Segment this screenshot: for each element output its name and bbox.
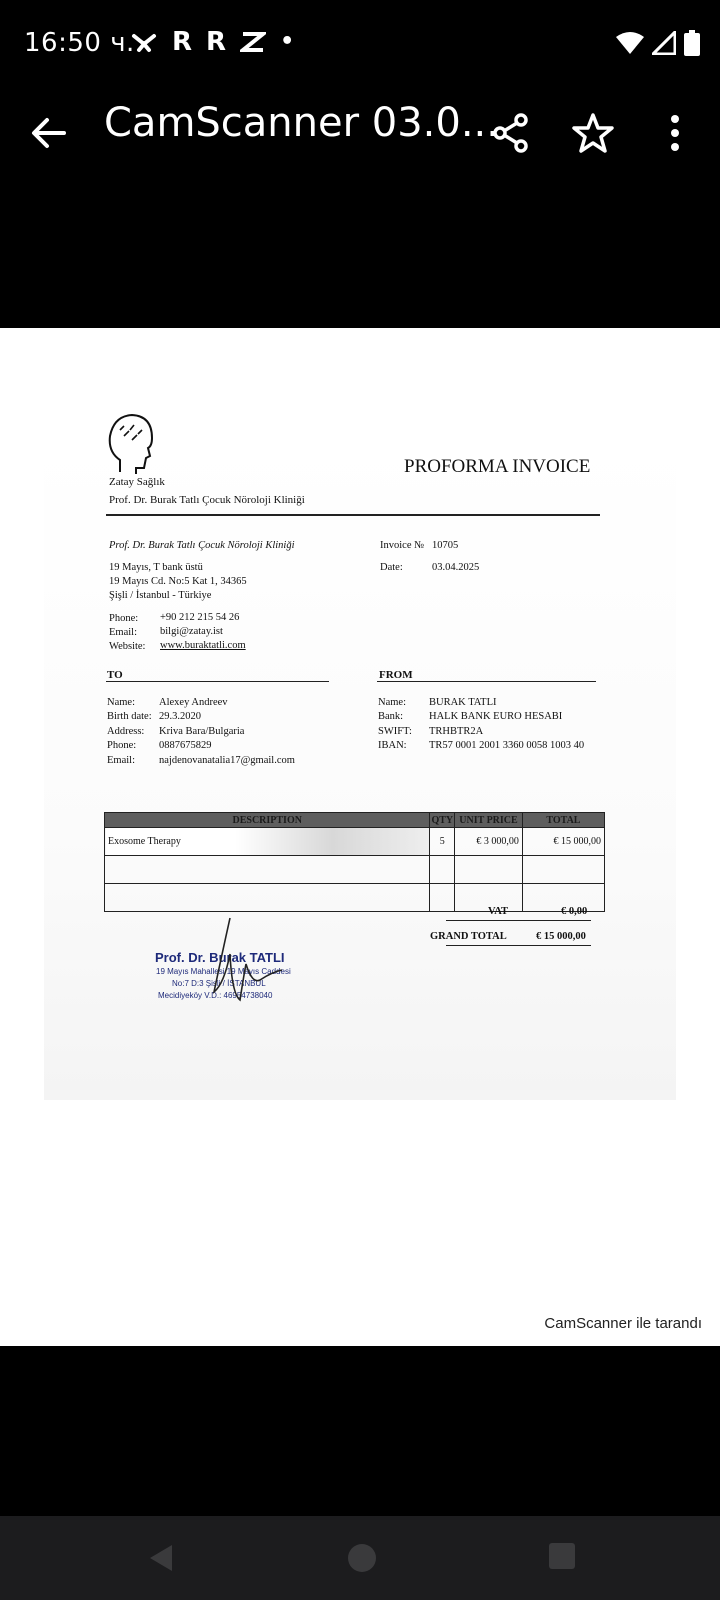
grand-total-label: GRAND TOTAL bbox=[430, 931, 507, 942]
col-unit-price: UNIT PRICE bbox=[455, 813, 523, 828]
logo-name: Zatay Sağlık bbox=[109, 476, 165, 488]
signal-icon bbox=[652, 31, 676, 55]
from-bank: HALK BANK EURO HESABI bbox=[429, 711, 563, 722]
more-notifications-dot: • bbox=[280, 29, 295, 54]
stamp-line-3: Mecidiyeköy V.D.: 46954738040 bbox=[158, 991, 273, 1000]
stamp-name: Prof. Dr. Burak TATLI bbox=[155, 950, 285, 965]
phone-label: Phone: bbox=[109, 613, 139, 624]
from-iban-label: IBAN: bbox=[378, 740, 407, 751]
from-name: BURAK TATLI bbox=[429, 697, 497, 708]
to-birth-label: Birth date: bbox=[107, 711, 152, 722]
items-table bbox=[104, 812, 605, 912]
notification-icons bbox=[130, 26, 294, 58]
nav-recents-icon[interactable] bbox=[548, 1542, 576, 1570]
signature-icon bbox=[200, 914, 290, 1004]
nav-home-icon[interactable] bbox=[346, 1542, 378, 1574]
battery-icon bbox=[684, 30, 700, 56]
to-name-label: Name: bbox=[107, 697, 135, 708]
item-unit-price: € 3 000,00 bbox=[455, 828, 523, 856]
nav-back-icon[interactable] bbox=[146, 1542, 178, 1574]
vat-label: VAT bbox=[488, 906, 509, 917]
system-icons bbox=[616, 30, 700, 56]
invoice-date: 03.04.2025 bbox=[432, 562, 480, 573]
to-email-label: Email: bbox=[107, 755, 135, 766]
sender-address-1: 19 Mayıs, T bank üstü bbox=[109, 562, 203, 573]
from-name-label: Name: bbox=[378, 697, 406, 708]
to-name: Alexey Andreev bbox=[159, 697, 228, 708]
head-logo-icon bbox=[106, 412, 156, 476]
item-total: € 15 000,00 bbox=[522, 828, 604, 856]
sender-website: www.buraktatli.com bbox=[160, 640, 246, 651]
invoice-number-label: Invoice № bbox=[380, 540, 425, 551]
invoice-paper bbox=[44, 440, 676, 1100]
app-bar bbox=[0, 88, 720, 178]
capcut-icon bbox=[240, 31, 266, 53]
from-rule bbox=[377, 681, 596, 682]
date-label: Date: bbox=[380, 562, 403, 573]
sender-address-3: Şişli / İstanbul - Türkiye bbox=[109, 590, 212, 601]
star-icon[interactable] bbox=[570, 110, 616, 156]
from-swift: TRHBTR2A bbox=[429, 726, 484, 737]
website-label: Website: bbox=[109, 641, 146, 652]
stamp-line-1: 19 Mayıs Mahallesi 19 Mayıs Caddesi bbox=[156, 967, 291, 976]
vat-amount: € 0,00 bbox=[561, 906, 588, 917]
navigation-bar bbox=[0, 1516, 720, 1600]
status-bar bbox=[0, 0, 720, 88]
col-total: TOTAL bbox=[522, 813, 604, 828]
back-arrow-icon[interactable] bbox=[26, 110, 72, 156]
from-swift-label: SWIFT: bbox=[378, 726, 412, 737]
to-email: najdenovanatalia17@gmail.com bbox=[159, 755, 295, 766]
stamp-line-2: No:7 D:3 Şişli / İSTANBUL bbox=[172, 979, 266, 988]
table-row bbox=[105, 828, 605, 856]
r-app-icon-2: R bbox=[206, 27, 227, 57]
table-row bbox=[105, 884, 605, 912]
table-header-row bbox=[105, 813, 605, 828]
from-iban: TR57 0001 2001 3360 0058 1003 40 bbox=[429, 740, 585, 751]
to-birth-date: 29.3.2020 bbox=[159, 711, 201, 722]
sender-email: bilgi@zatay.ist bbox=[160, 626, 223, 637]
from-bank-label: Bank: bbox=[378, 711, 404, 722]
to-address: Kriva Bara/Bulgaria bbox=[159, 726, 245, 737]
document-page[interactable] bbox=[0, 328, 720, 1346]
document-title: CamScanner 03.0... bbox=[104, 100, 499, 146]
vat-rule bbox=[446, 920, 591, 921]
col-description: DESCRIPTION bbox=[105, 813, 430, 828]
clinic-header: Prof. Dr. Burak Tatlı Çocuk Nöroloji Kliniği bbox=[109, 494, 305, 506]
sender-address-2: 19 Mayıs Cd. No:5 Kat 1, 34365 bbox=[109, 576, 247, 587]
doc-type-title: PROFORMA INVOICE bbox=[404, 456, 591, 477]
item-description: Exosome Therapy bbox=[105, 828, 430, 856]
item-qty: 5 bbox=[430, 828, 455, 856]
email-label: Email: bbox=[109, 627, 137, 638]
status-time: 16:50 ч. bbox=[24, 28, 135, 58]
table-row bbox=[105, 856, 605, 884]
to-phone-label: Phone: bbox=[107, 740, 137, 751]
scan-footer: CamScanner ile tarandı bbox=[544, 1315, 702, 1332]
to-address-label: Address: bbox=[107, 726, 145, 737]
to-phone: 0887675829 bbox=[159, 740, 212, 751]
from-heading: FROM bbox=[379, 669, 413, 681]
more-vert-icon[interactable] bbox=[652, 110, 698, 156]
r-app-icon-1: R bbox=[172, 27, 193, 57]
to-heading: TO bbox=[107, 669, 123, 681]
to-rule bbox=[106, 681, 329, 682]
wifi-icon bbox=[616, 31, 644, 55]
header-rule bbox=[106, 514, 600, 516]
sender-phone: +90 212 215 54 26 bbox=[160, 612, 240, 623]
col-qty: QTY bbox=[431, 814, 454, 826]
share-icon[interactable] bbox=[488, 110, 534, 156]
wifi-calling-icon bbox=[130, 30, 158, 54]
grand-total-rule bbox=[446, 945, 591, 946]
invoice-number: 10705 bbox=[432, 540, 459, 551]
sender-name: Prof. Dr. Burak Tatlı Çocuk Nöroloji Kliniği bbox=[109, 540, 295, 551]
grand-total-amount: € 15 000,00 bbox=[536, 931, 586, 942]
